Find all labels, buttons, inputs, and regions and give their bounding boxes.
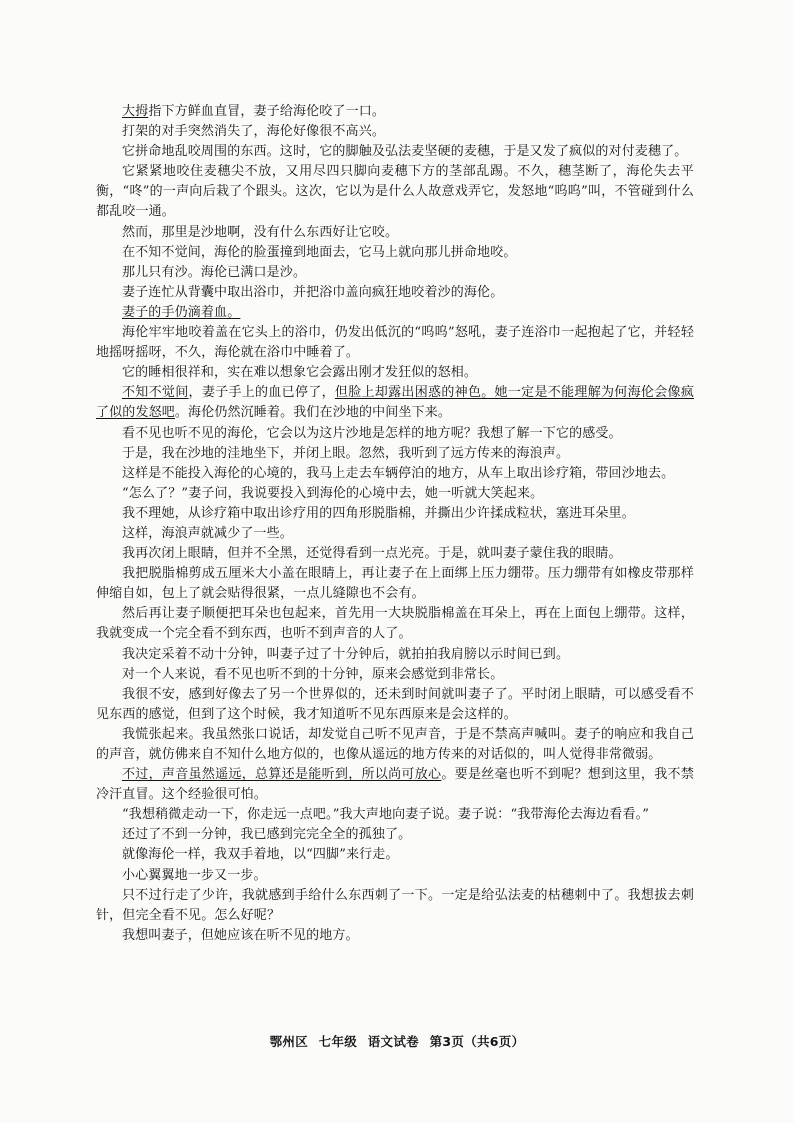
paragraph (96, 142, 694, 162)
paragraph (96, 886, 694, 926)
text-run: 那儿只有沙。海伦已满口是沙。 (122, 264, 307, 280)
paragraph (96, 504, 694, 524)
paragraph (96, 765, 694, 805)
text-run: 我把脱脂棉剪成五厘米大小盖在眼睛上，再让妻子在上面绑上压力绷带。压力绷带有如橡皮带那样伸缩自如，包上了就会贴得很紧，一点儿缝隙也不会有。 (96, 566, 694, 602)
text-run: “怎么了？”妻子问，我说要投入到海伦的心境中去，她一听就大笑起来。 (122, 485, 544, 501)
paragraph (96, 544, 694, 564)
paragraph (96, 685, 694, 725)
paragraph (96, 283, 694, 303)
text-run: 小心翼翼地一步又一步。 (122, 867, 267, 883)
text-run: 我慌张起来。我虽然张口说话，却发觉自己听不见声音，于是不禁高声喊叫。妻子的响应和我自己的声音，就仿佛来自不知什么地方似的，也像从遥远的地方传来的对话似的，叫人觉得非常微弱。 (96, 726, 694, 762)
paragraph (96, 424, 694, 444)
paragraph (96, 223, 694, 243)
text-run: 海伦牢牢地咬着盖在它头上的浴巾，仍发出低沉的“呜呜”怒吼，妻子连浴巾一起抱起了它，并轻轻地摇呀摇呀，不久，海伦就在浴巾中睡着了。 (96, 325, 694, 361)
footer-subject: 语文试卷 (367, 1034, 419, 1049)
paragraph (96, 484, 694, 504)
paragraph (96, 725, 694, 765)
text-run: 对一个人来说，看不见也听不到的十分钟，原来会感觉到非常长。 (122, 666, 504, 682)
text-run: 这样，海浪声就减少了一些。 (122, 525, 293, 541)
text-run: 妻子连忙从背囊中取出浴巾，并把浴巾盖向疯狂地咬着沙的海伦。 (122, 284, 504, 300)
underlined-text: 大拇 (122, 104, 149, 119)
paragraph (96, 645, 694, 665)
paragraph (96, 524, 694, 544)
text-run: 它的睡相很祥和，实在难以想象它会露出刚才发狂似的怒相。 (122, 365, 478, 381)
footer-district: 鄂州区 (269, 1034, 309, 1049)
paragraph (96, 243, 694, 263)
paragraph (96, 122, 694, 142)
underlined-text: 妻子的手仍滴着血。 (122, 304, 241, 320)
paragraph (96, 845, 694, 865)
text-run: 它紧紧地咬住麦穗尖不放，又用尽四只脚向麦穗下方的茎部乱踢。不久，穗茎断了，海伦失去平衡，“咚”的一声向后栽了个跟头。这次，它以为是什么人故意戏弄它，发怒地“呜呜”叫，不管碰到什么都乱咬一通。 (96, 164, 694, 220)
passage-body (96, 102, 694, 946)
paragraph (96, 303, 694, 323)
text-run: 然后再让妻子顺便把耳朵也包起来，首先用一大块脱脂棉盖在耳朵上，再在上面包上绷带。这样，我就变成一个完全看不到东西，也听不到声音的人了。 (96, 606, 694, 642)
paragraph (96, 564, 694, 604)
paragraph (96, 464, 694, 484)
paragraph (96, 383, 694, 423)
paragraph (96, 102, 694, 122)
underlined-text: 但脸上却露出困惑的神色。她一定是不能理解为何海伦会像疯了似的发怒吧 (96, 385, 694, 421)
underlined-text: 不知不觉间 (122, 385, 189, 401)
paragraph (96, 825, 694, 845)
text-run: 我很不安，感到好像去了另一个世界似的，还未到时间就叫妻子了。平时闭上眼睛，可以感受看不见东西的感觉，但到了这个时候，我才知道听不见东西原来是会这样的。 (96, 686, 694, 722)
text-run: 它拼命地乱咬周围的东西。这时，它的脚触及弘法麦坚硬的麦穗，于是又发了疯似的对付麦穗了。 (122, 144, 688, 160)
text-run: 我再次闭上眼睛，但并不全黑，还觉得看到一点光亮。于是，就叫妻子蒙住我的眼睛。 (122, 546, 622, 562)
text-run: 指下方鲜血直冒，妻子给海伦咬了一口。 (148, 104, 386, 119)
text-run: 看不见也听不见的海伦，它会以为这片沙地是怎样的地方呢？我想了解一下它的感受。 (122, 425, 622, 441)
footer-page-number: 第3页（共6页） (429, 1034, 525, 1049)
paragraph (96, 323, 694, 363)
text-run: 然而，那里是沙地啊，没有什么东西好让它咬。 (122, 224, 399, 240)
paragraph (96, 604, 694, 644)
text-run: 我决定采着不动十分钟，叫妻子过了十分钟后，就拍拍我肩膀以示时间已到。 (122, 646, 570, 662)
text-run: ，妻子手上的血已停了， (188, 385, 335, 401)
paragraph (96, 866, 694, 886)
text-run: 这样是不能投入海伦的心境的，我马上走去车辆停泊的地方，从车上取出诊疗箱，带回沙地去。 (122, 465, 675, 481)
paragraph (96, 444, 694, 464)
paragraph (96, 263, 694, 283)
text-run: 只不过行走了少许，我就感到手给什么东西刺了一下。一定是给弘法麦的枯穗刺中了。我想拔去刺针，但完全看不见。怎么好呢？ (96, 887, 694, 923)
text-run: 于是，我在沙地的洼地坐下，并闭上眼。忽然，我听到了远方传来的海浪声。 (122, 445, 570, 461)
text-run: 。海伦仍然沉睡着。我们在沙地的中间坐下来。 (174, 405, 452, 421)
text-run: 。要是丝毫也听不到呢？想到这里，我不禁冷汗直冒。这个经验很可怕。 (96, 767, 694, 803)
text-run: 我想叫妻子，但她应该在听不见的地方。 (122, 927, 359, 943)
text-run: 在不知不觉间，海伦的脸蛋撞到地面去，它马上就向那儿拼命地咬。 (122, 244, 517, 260)
text-run: 我不理她，从诊疗箱中取出诊疗用的四角形脱脂棉，并撕出少许揉成粒状，塞进耳朵里。 (122, 505, 635, 521)
paragraph (96, 926, 694, 946)
text-run: 打架的对手突然消失了，海伦好像很不高兴。 (122, 124, 386, 140)
paragraph (96, 665, 694, 685)
paragraph (96, 363, 694, 383)
footer-grade: 七年级 (318, 1034, 358, 1049)
page-footer (0, 1032, 794, 1050)
text-run: 就像海伦一样，我双手着地，以“四脚”来行走。 (122, 847, 399, 863)
text-run: 还过了不到一分钟，我已感到完完全全的孤独了。 (122, 827, 412, 843)
text-run: “我想稍微走动一下，你走远一点吧。”我大声地向妻子说。妻子说：“我带海伦去海边看看。” (122, 807, 650, 823)
paragraph (96, 805, 694, 825)
paragraph (96, 162, 694, 222)
underlined-text: 不过，声音虽然遥远，总算还是能听到，所以尚可放心 (122, 767, 442, 783)
